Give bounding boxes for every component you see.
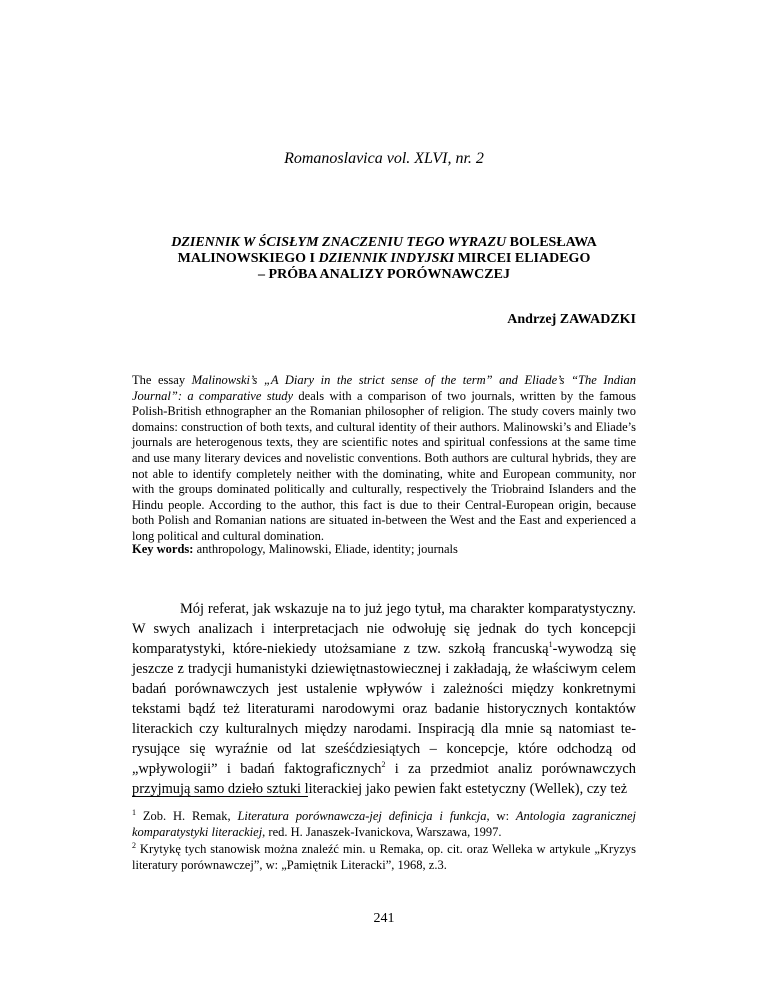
title-text-part-2: MALINOWSKIEGO I <box>177 251 319 266</box>
journal-header: Romanoslavica vol. XLVI, nr. 2 <box>284 150 484 167</box>
footnote-1-text-a: Zob. H. Remak, <box>136 809 238 823</box>
keywords <box>132 542 636 557</box>
title-italic-part-1: DZIENNIK W ŚCISŁYM ZNACZENIU TEGO WYRAZU <box>171 235 507 250</box>
footnote-1-italic-1: Literatura porównawcza-jej definicja i funkcja, <box>237 809 490 823</box>
title-italic-part-2: DZIENNIK INDYJSKI <box>318 251 455 266</box>
page-number: 241 <box>373 911 395 926</box>
abstract <box>132 373 636 545</box>
footnote-1-text-b: w: <box>489 809 516 823</box>
footnote-ref-2[interactable]: 2 <box>381 760 386 770</box>
body-paragraph <box>132 599 636 799</box>
title-text-part-3: MIRCEI ELIADEGO <box>454 251 591 266</box>
keywords-text: anthropology, Malinowski, Eliade, identity; journals <box>193 542 458 556</box>
footnote-2-number: 2 <box>132 840 136 850</box>
abstract-text: deals with a comparison of two journals, written by the famous Polish-British ethnographer an the Romanian philosopher of religion. The study covers mainly two domains: construction of both texts, and cultural identity of their authors. Malinowski’s and Eliade’s journals are heterogenous texts, they are scientific notes and spiritual confessions at the same time and use many literary devices and novelistic conventions. Both authors are cultural hybrids, they are not able to identify completely neither with the dominating, white and European community, nor with the groups dominated politically and culturally, respectively the Triobraind Islanders and the Hindu people. According to the author, this fact is due to their Central-European origin, because both Polish and Romanian nations are situated in-between the West and the East and experienced a long political and cultural domination. <box>132 388 637 543</box>
abstract-lead: The essay <box>132 373 192 387</box>
footnote-ref-1[interactable]: 1 <box>548 640 553 650</box>
footnote-1-number: 1 <box>132 807 136 817</box>
abstract-title: Malinowski’s „A Diary in the strict sense of the term” and Eliade’s “The Indian Journal”: a comparative study <box>132 373 636 403</box>
footnote-1 <box>132 809 636 840</box>
article-title <box>110 235 658 283</box>
footnote-1-italic-2: Antologia zagranicznej komparatystyki literackiej <box>132 809 636 839</box>
title-text-part-1: BOLESŁAWA <box>506 235 597 250</box>
body-text-1: Mój referat, jak wskazuje na to już jego tytuł, ma charakter komparatystyczny. W swych analizach i interpretacjach nie odwołuję się jednak do tych koncepcji komparatystyki, które-niekiedy utożsamiane z tzw. szkołą francuską <box>132 601 636 657</box>
footnote-separator <box>132 796 308 797</box>
body-text-2: -wywodzą się jeszcze z tradycji humanistyki dziewiętnastowiecznej i zakładają, że właściwym celem badań porównawczych jest ustalenie wpływów i zależności między konkretnymi tekstami bądź też literaturami narodowymi oraz badanie historycznych kontaktów literackich czy kulturalnych między narodami. Inspiracją dla mnie są natomiast te-rysujące się wyraźnie od lat sześćdziesiątych – koncepcje, które odchodzą od „wpływologii” i badań faktograficznych <box>132 641 636 777</box>
body-text-3: i za przedmiot analiz porównawczych przyjmują samo dzieło sztuki literackiej jako pewien fakt estetyczny (Wellek), czy też <box>132 761 636 797</box>
author-name: Andrzej ZAWADZKI <box>507 312 636 327</box>
keywords-label: Key words: <box>132 542 194 556</box>
title-text-part-4: – PRÓBA ANALIZY PORÓWNAWCZEJ <box>258 267 510 282</box>
footnote-2-text: Krytykę tych stanowisk można znaleźć min. u Remaka, op. cit. oraz Welleka w artykule „Kryzys literatury porównawczej”, w: „Pamiętnik Literacki”, 1968, z.3. <box>132 842 636 872</box>
footnote-1-text-c: , red. H. Janaszek-Ivanickova, Warszawa, 1997. <box>262 824 502 839</box>
footnote-2 <box>132 842 636 873</box>
